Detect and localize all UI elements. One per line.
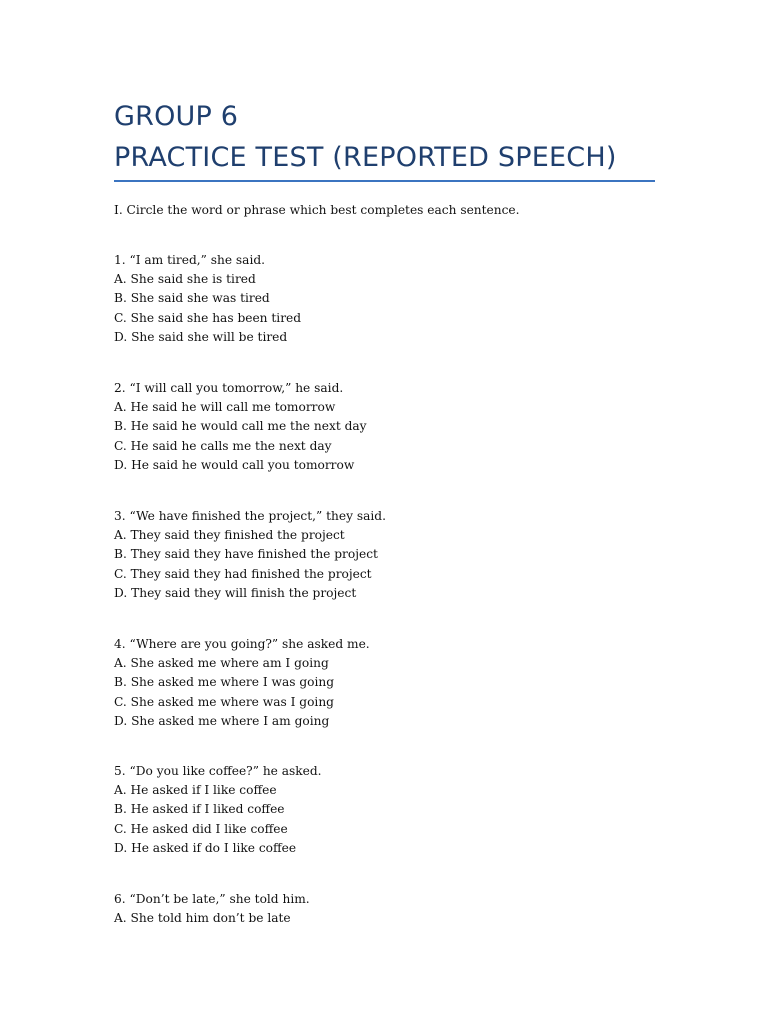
- title-underline-rule: [114, 180, 655, 182]
- question-prompt: 2. “I will call you tomorrow,” he said.: [114, 381, 344, 395]
- question-block-4: [114, 635, 714, 731]
- section-instruction: I. Circle the word or phrase which best completes each sentence.: [114, 203, 520, 217]
- answer-option-b[interactable]: B. She asked me where I was going: [114, 675, 335, 690]
- title-line-test-name: PRACTICE TEST (REPORTED SPEECH): [114, 142, 617, 173]
- answer-option-d[interactable]: D. He asked if do I like coffee: [114, 840, 297, 855]
- question-prompt: 4. “Where are you going?” she asked me.: [114, 637, 370, 651]
- question-block-5: [114, 762, 714, 858]
- answer-option-c[interactable]: C. They said they had finished the project: [114, 566, 372, 581]
- answer-option-a[interactable]: A. She said she is tired: [114, 272, 256, 287]
- question-prompt: 5. “Do you like coffee?” he asked.: [114, 764, 322, 778]
- question-prompt: 1. “I am tired,” she said.: [114, 253, 266, 267]
- answer-option-c[interactable]: C. He said he calls me the next day: [114, 438, 332, 453]
- answer-option-c[interactable]: C. She said she has been tired: [114, 310, 302, 325]
- question-prompt: 3. “We have finished the project,” they said.: [114, 509, 386, 523]
- answer-option-a[interactable]: A. He said he will call me tomorrow: [114, 400, 336, 415]
- answer-option-c[interactable]: C. She asked me where was I going: [114, 694, 334, 709]
- answer-option-d[interactable]: D. They said they will finish the project: [114, 585, 357, 600]
- answer-option-d[interactable]: D. He said he would call you tomorrow: [114, 457, 355, 472]
- answer-option-b[interactable]: B. They said they have finished the project: [114, 547, 378, 562]
- answer-option-b[interactable]: B. He said he would call me the next day: [114, 419, 367, 434]
- answer-option-c[interactable]: C. He asked did I like coffee: [114, 821, 288, 836]
- question-block-2: [114, 379, 714, 475]
- answer-option-b[interactable]: B. He asked if I liked coffee: [114, 802, 285, 817]
- question-block-1: [114, 251, 714, 347]
- question-block-6: [114, 890, 714, 928]
- answer-option-b[interactable]: B. She said she was tired: [114, 291, 270, 306]
- answer-option-a[interactable]: A. She asked me where am I going: [114, 656, 329, 671]
- question-block-3: [114, 507, 714, 603]
- title-line-group: GROUP 6: [114, 101, 239, 132]
- answer-option-d[interactable]: D. She said she will be tired: [114, 329, 288, 344]
- question-prompt: 6. “Don’t be late,” she told him.: [114, 892, 310, 906]
- answer-option-a[interactable]: A. She told him don’t be late: [114, 911, 291, 926]
- document-title: [114, 96, 655, 178]
- answer-option-d[interactable]: D. She asked me where I am going: [114, 713, 330, 728]
- answer-option-a[interactable]: A. They said they finished the project: [114, 528, 345, 543]
- answer-option-a[interactable]: A. He asked if I like coffee: [114, 783, 277, 798]
